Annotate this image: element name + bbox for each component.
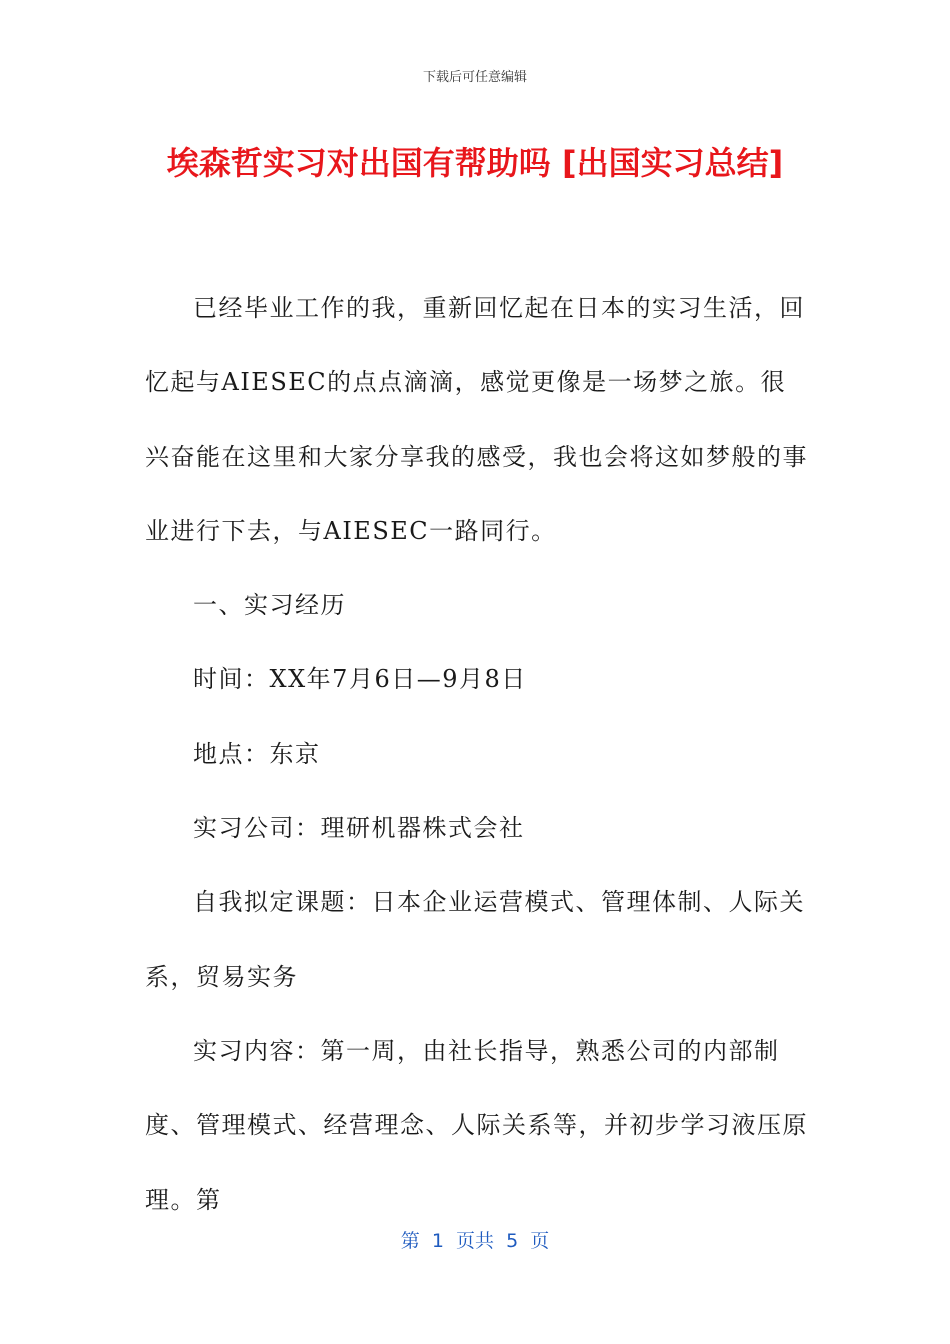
paragraph-time: 时间：XX年7月6日—9月8日 [193, 665, 527, 694]
paragraph-location: 地点：东京 [193, 739, 321, 768]
download-note: 下载后可任意编辑 [422, 70, 527, 85]
page-number: 第 1 页共 5 页 [400, 1230, 550, 1252]
document-title: 埃森哲实习对出国有帮助吗 [出国实习总结] [166, 144, 784, 182]
paragraph-company: 实习公司：理研机器株式会社 [193, 814, 525, 843]
paragraph-content: 实习内容：第一周，由社长指导，熟悉公司的内部制度、管理模式、经营理念、人际关系等，并初步学习液压原理。第 [145, 1036, 808, 1214]
paragraph-topic: 自我拟定课题：日本企业运营模式、管理体制、人际关系，贸易实务 [145, 888, 805, 991]
document-body [145, 271, 810, 1237]
paragraph-intro: 已经毕业工作的我，重新回忆起在日本的实习生活，回忆起与AIESEC的点点滴滴，感觉更像是一场梦之旅。很兴奋能在这里和大家分享我的感受，我也会将这如梦般的事业进行下去，与AIESEC一路同行。 [145, 294, 808, 545]
section-heading-internship: 一、实习经历 [193, 591, 346, 620]
